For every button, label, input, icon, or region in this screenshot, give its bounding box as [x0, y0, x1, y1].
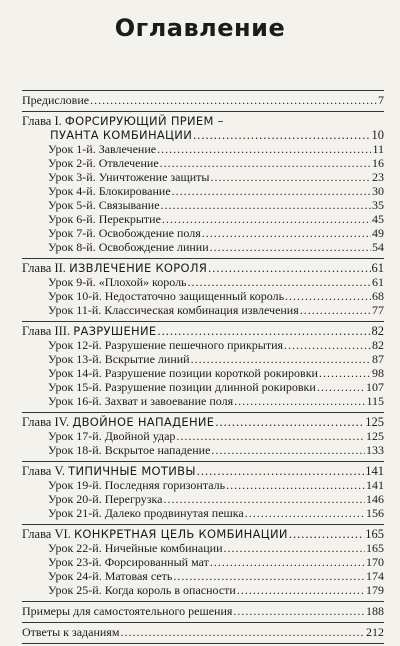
divider: [22, 90, 384, 91]
page-number: 141: [365, 464, 384, 478]
toc-lesson[interactable]: [22, 289, 384, 303]
divider: [22, 622, 384, 623]
entry-label: Урок 5-й. Связывание: [48, 198, 160, 212]
entry-label: Урок 3-й. Уничтожение защиты: [48, 170, 210, 184]
page-number: 23: [372, 170, 384, 184]
dot-leader: [211, 443, 365, 457]
page-number: 174: [366, 569, 384, 583]
divider: [22, 111, 384, 112]
entry-label: Урок 9-й. «Плохой» король: [48, 275, 187, 289]
entry-label: Предисловие: [22, 93, 90, 107]
chapter-title: РАЗРУШЕНИЕ: [73, 324, 157, 338]
dot-leader: [202, 226, 371, 240]
dot-leader: [173, 569, 365, 583]
dot-leader: [233, 604, 365, 618]
dot-leader: [188, 275, 371, 289]
dot-leader: [285, 289, 371, 303]
chapter-prefix: Глава III.: [22, 324, 71, 338]
entry-label: Примеры для самостоятельного решения: [22, 604, 233, 618]
entry-label: Урок 1-й. Завлечение: [48, 142, 157, 156]
chapter-prefix: Глава II.: [22, 261, 66, 275]
page-number: 49: [372, 226, 384, 240]
toc-lesson[interactable]: [22, 429, 384, 443]
toc-chapter-4[interactable]: [22, 415, 384, 429]
toc-lesson[interactable]: [22, 198, 384, 212]
entry-label: Урок 4-й. Блокирование: [48, 184, 171, 198]
toc-chapter-1-continued[interactable]: [22, 128, 384, 142]
toc-lesson[interactable]: [22, 352, 384, 366]
dot-leader: [157, 142, 371, 156]
dot-leader: [284, 338, 371, 352]
dot-leader: [226, 478, 365, 492]
toc-lesson[interactable]: [22, 569, 384, 583]
chapter-title: ТИПИЧНЫЕ МОТИВЫ: [68, 464, 196, 478]
toc-lesson[interactable]: [22, 492, 384, 506]
dot-leader: [224, 541, 366, 555]
dot-leader: [176, 429, 365, 443]
dot-leader: [319, 366, 371, 380]
page-number: 188: [366, 604, 384, 618]
chapter-prefix: Глава VI.: [22, 527, 71, 541]
entry-label: Урок 17-й. Двойной удар: [48, 429, 176, 443]
page-number: 156: [366, 506, 384, 520]
entry-label: Урок 19-й. Последняя горизонталь: [48, 478, 226, 492]
entry-label: Урок 24-й. Матовая сеть: [48, 569, 173, 583]
dot-leader: [289, 527, 364, 541]
entry-label: Урок 11-й. Классическая комбинация извлечения: [48, 303, 299, 317]
page-number: 45: [372, 212, 384, 226]
entry-label: Урок 15-й. Разрушение позиции длинной рокировки: [48, 380, 316, 394]
page-number: 170: [366, 555, 384, 569]
divider: [22, 412, 384, 413]
dot-leader: [210, 240, 371, 254]
toc-lesson[interactable]: [22, 338, 384, 352]
chapter-prefix: Глава V.: [22, 464, 66, 478]
dot-leader: [208, 261, 370, 275]
dot-leader: [120, 625, 365, 639]
toc-lesson[interactable]: [22, 443, 384, 457]
page-number: 7: [378, 93, 384, 107]
entry-label: Урок 22-й. Ничейные комбинации: [48, 541, 223, 555]
page-number: 68: [372, 289, 384, 303]
entry-label: Урок 25-й. Когда король в опасности: [48, 583, 236, 597]
toc-lesson[interactable]: [22, 555, 384, 569]
toc-lesson[interactable]: [22, 156, 384, 170]
page-number: 11: [372, 142, 384, 156]
dot-leader: [90, 93, 377, 107]
divider: [22, 524, 384, 525]
chapter-prefix: Глава IV.: [22, 415, 70, 429]
dot-leader: [210, 555, 365, 569]
dot-leader: [237, 583, 365, 597]
toc-lesson[interactable]: [22, 240, 384, 254]
page-number: 212: [366, 625, 384, 639]
page-number: 87: [372, 352, 384, 366]
chapter-title: КОНКРЕТНАЯ ЦЕЛЬ КОМБИНАЦИИ: [73, 527, 288, 541]
page-number: 30: [372, 184, 384, 198]
entry-label: Урок 23-й. Форсированный мат: [48, 555, 209, 569]
page-number: 107: [366, 380, 384, 394]
entry-label: Урок 21-й. Далеко продвинутая пешка: [48, 506, 244, 520]
page-number: 133: [366, 443, 384, 457]
toc-lesson[interactable]: [22, 366, 384, 380]
page-number: 179: [366, 583, 384, 597]
page-number: 16: [372, 156, 384, 170]
dot-leader: [157, 324, 370, 338]
toc-lesson[interactable]: [22, 170, 384, 184]
entry-label: Урок 14-й. Разрушение позиции короткой рокировки: [48, 366, 318, 380]
toc-chapter-1[interactable]: [22, 114, 384, 128]
dot-leader: [172, 184, 371, 198]
divider: [22, 321, 384, 322]
chapter-prefix: Глава I.: [22, 114, 62, 128]
page-number: 82: [371, 324, 384, 338]
dot-leader: [300, 303, 371, 317]
toc-lesson[interactable]: [22, 478, 384, 492]
toc-lesson[interactable]: [22, 380, 384, 394]
entry-label: Урок 8-й. Освобождение линии: [48, 240, 209, 254]
divider: [22, 461, 384, 462]
toc-lesson[interactable]: [22, 275, 384, 289]
entry-label: Урок 13-й. Вскрытие линий: [48, 352, 190, 366]
toc-lesson[interactable]: [22, 583, 384, 597]
dot-leader: [191, 352, 371, 366]
divider: [22, 643, 384, 644]
toc-lesson[interactable]: [22, 506, 384, 520]
divider: [22, 601, 384, 602]
toc-chapter-2[interactable]: [22, 261, 384, 275]
dot-leader: [193, 128, 370, 142]
page-number: 141: [366, 478, 384, 492]
toc-lesson[interactable]: [22, 303, 384, 317]
dot-leader: [245, 506, 365, 520]
entry-label: Урок 18-й. Вскрытое нападение: [48, 443, 211, 457]
page-number: 77: [372, 303, 384, 317]
page-number: 61: [372, 275, 384, 289]
page-number: 125: [366, 429, 384, 443]
page-number: 82: [372, 338, 384, 352]
page-number: 125: [365, 415, 384, 429]
toc-entry-answers[interactable]: [22, 625, 384, 639]
page-number: 61: [371, 261, 384, 275]
toc-chapter-6[interactable]: [22, 527, 384, 541]
entry-label: Урок 20-й. Перегрузка: [48, 492, 163, 506]
dot-leader: [210, 170, 371, 184]
divider: [22, 258, 384, 259]
entry-label: Урок 16-й. Захват и завоевание поля: [48, 394, 234, 408]
toc-chapter-5[interactable]: [22, 464, 384, 478]
entry-label: Урок 12-й. Разрушение пешечного прикрытия: [48, 338, 284, 352]
dot-leader: [197, 464, 364, 478]
dot-leader: [160, 156, 371, 170]
toc-lesson[interactable]: [22, 541, 384, 555]
toc-lesson[interactable]: [22, 226, 384, 240]
page-number: 165: [366, 541, 384, 555]
entry-label: Урок 2-й. Отвлечение: [48, 156, 159, 170]
chapter-title-continued: ПУАНТА КОМБИНАЦИИ: [50, 128, 193, 142]
dot-leader: [215, 415, 364, 429]
dot-leader: [164, 492, 366, 506]
page-number: 146: [366, 492, 384, 506]
dot-leader: [161, 198, 371, 212]
page-number: 115: [366, 394, 384, 408]
page-number: 98: [372, 366, 384, 380]
chapter-title: ИЗВЛЕЧЕНИЕ КОРОЛЯ: [69, 261, 208, 275]
toc-lesson[interactable]: [22, 394, 384, 408]
toc-entry-preface[interactable]: [22, 93, 384, 107]
chapter-title: ДВОЙНОЕ НАПАДЕНИЕ: [72, 415, 215, 429]
dot-leader: [234, 394, 365, 408]
page-number: 10: [371, 128, 384, 142]
toc-chapter-3[interactable]: [22, 324, 384, 338]
toc-lesson[interactable]: [22, 184, 384, 198]
dot-leader: [317, 380, 365, 394]
table-of-contents: [22, 86, 384, 646]
toc-lesson[interactable]: [22, 212, 384, 226]
page-number: 35: [372, 198, 384, 212]
page-title: Оглавление: [114, 14, 286, 42]
entry-label: Ответы к заданиям: [22, 625, 120, 639]
toc-lesson[interactable]: [22, 142, 384, 156]
entry-label: Урок 6-й. Перекрытие: [48, 212, 161, 226]
page-number: 54: [372, 240, 384, 254]
page-number: 165: [365, 527, 384, 541]
entry-label: Урок 10-й. Недостаточно защищенный король: [48, 289, 285, 303]
dot-leader: [162, 212, 371, 226]
toc-entry-examples[interactable]: [22, 604, 384, 618]
chapter-title: ФОРСИРУЮЩИЙ ПРИЕМ –: [64, 114, 224, 128]
entry-label: Урок 7-й. Освобождение поля: [48, 226, 201, 240]
